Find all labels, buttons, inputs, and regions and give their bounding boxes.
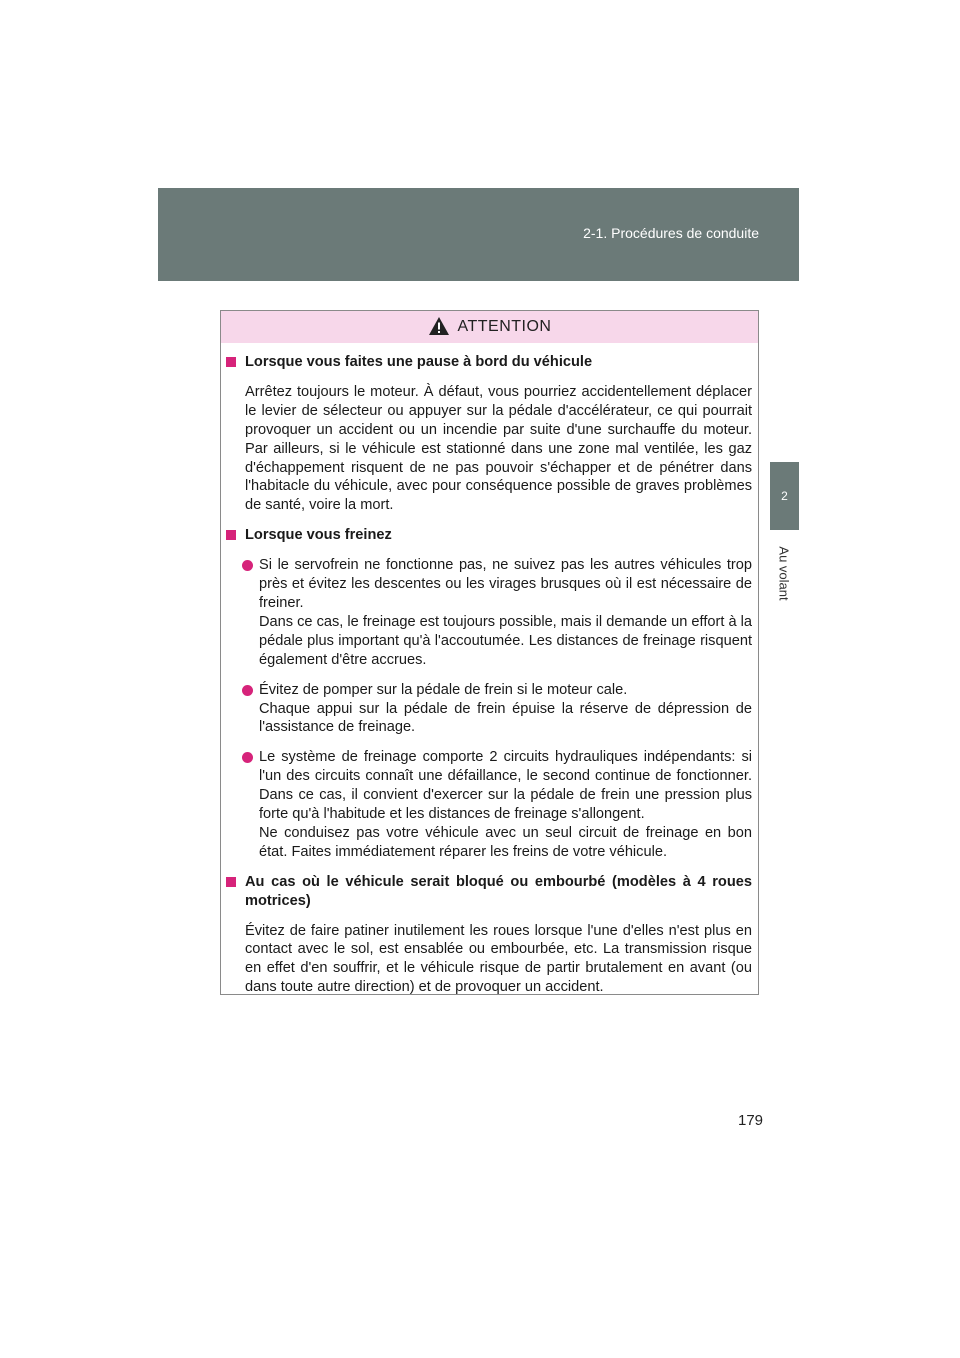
bullet-text: Ne conduisez pas votre véhicule avec un seul circuit de freinage en bon état. Faites immédiatement réparer les freins de votre véhicule.	[259, 824, 752, 860]
warning-body	[221, 343, 758, 997]
bullet-item	[226, 748, 752, 861]
bullet-text: Chaque appui sur la pédale de frein épuise la réserve de dépression de l'assistance de freinage.	[259, 700, 752, 736]
chapter-title: 2-1. Procédures de conduite	[583, 225, 759, 241]
warning-box	[220, 310, 759, 995]
square-bullet-icon	[226, 530, 236, 540]
bullet-text: Si le servofrein ne fonctionne pas, ne suivez pas les autres véhicules trop près et évitez les descentes ou les virages brusques où il est nécessaire de freiner.	[259, 557, 752, 611]
warning-triangle-icon	[428, 316, 450, 336]
warning-header	[221, 311, 758, 343]
bullet-item	[226, 556, 752, 669]
section-title: Lorsque vous freinez	[226, 526, 752, 545]
side-tab-number: 2	[770, 462, 799, 530]
bullet-text: Évitez de pomper sur la pédale de frein si le moteur cale.	[259, 681, 628, 698]
bullet-text: Le système de freinage comporte 2 circuits hydrauliques indépendants: si l'un des circuits connaît une défaillance, le second continue de fonctionner. Dans ce cas, il convient d'exercer sur la pédale de frein une pression plus forte qu'à l'habitude et les distances de freinage s'allongent.	[259, 749, 752, 823]
round-bullet-icon	[242, 685, 253, 696]
square-bullet-icon	[226, 357, 236, 367]
square-bullet-icon	[226, 877, 236, 887]
section-paragraph: Arrêtez toujours le moteur. À défaut, vous pourriez accidentellement déplacer le levier de sélecteur ou appuyer sur la pédale d'accélérateur, ce qui pourrait provoquer un accident ou un incendie par suite d'une surchauffe du moteur. Par ailleurs, si le véhicule est stationné dans une zone mal ventilée, les gaz d'échappement risquent de ne pas pouvoir s'échapper et de pénétrer dans l'habitacle du véhicule, avec pour conséquence possible de graves problèmes de santé, voire la mort.	[245, 383, 752, 514]
bullet-item	[226, 681, 752, 738]
side-tab-label	[770, 536, 799, 611]
round-bullet-icon	[242, 560, 253, 571]
section-title: Lorsque vous faites une pause à bord du véhicule	[226, 353, 752, 372]
round-bullet-icon	[242, 752, 253, 763]
bullet-text: Dans ce cas, le freinage est toujours possible, mais il demande un effort à la pédale plus important qu'à l'accoutumée. Les distances de freinage risquent également d'être accrues.	[259, 613, 752, 668]
section-title: Au cas où le véhicule serait bloqué ou embourbé (modèles à 4 roues motrices)	[226, 873, 752, 911]
chapter-header	[158, 188, 799, 281]
section-paragraph: Évitez de faire patiner inutilement les roues lorsque l'une d'elles n'est plus en contact avec le sol, est ensablée ou embourbée, etc. La transmission risque en effet d'en souffrir, et le véhicule risque de partir brutalement en avant (ou dans toute autre direction) et de provoquer un accident.	[245, 922, 752, 996]
page-number: 179	[738, 1112, 764, 1129]
side-tab-label-text: Au volant	[777, 546, 793, 601]
warning-heading: ATTENTION	[457, 318, 552, 335]
